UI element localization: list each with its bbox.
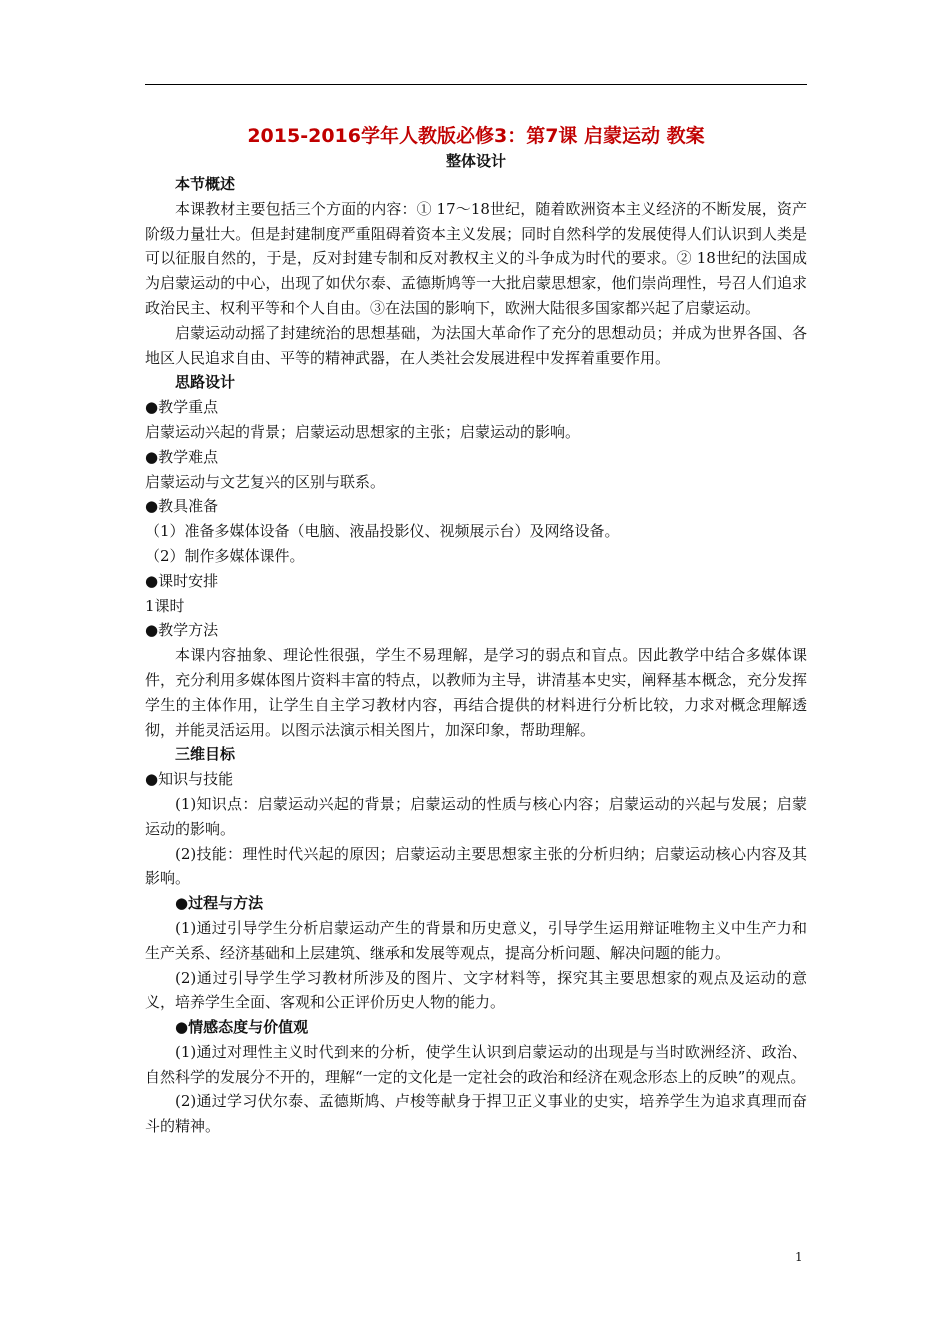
overview-paragraph-1: 本课教材主要包括三个方面的内容：① 17～18世纪，随着欧洲资本主义经济的不断发展，资产阶级力量壮大。但是封建制度严重阻碍着资本主义发展；同时自然科学的发展使得人们认识到人类是可以征服自然的，于是，反对封建专制和反对教权主义的斗争成为时代的要求。② 18世纪的法国成为启蒙运动的中心，出现了如伏尔泰、孟德斯鸠等一大批启蒙思想家，他们崇尚理性，号召人们追求政治民主、权利平等和个人自由。③在法国的影响下，欧洲大陆很多国家都兴起了启蒙运动。: [145, 199, 807, 317]
text-knowledge-2: (2)技能：理性时代兴起的原因；启蒙运动主要思想家主张的分析归纳；启蒙运动核心内容及其影响。: [145, 844, 807, 888]
text-tools-2: （2）制作多媒体课件。: [145, 546, 305, 565]
heading-goals: 三维目标: [175, 745, 236, 764]
text-method: 本课内容抽象、理论性很强，学生不易理解，是学习的弱点和盲点。因此教学中结合多媒体课件，充分利用多媒体图片资料丰富的特点，以教师为主导，讲清基本史实，阐释基本概念，充分发挥学生的主体作用，让学生自主学习教材内容，再结合提供的材料进行分析比较，力求对概念理解透彻，并能灵活运用。以图示法演示相关图片，加深印象，帮助理解。: [145, 646, 807, 739]
label-schedule: ●课时安排: [145, 571, 219, 590]
heading-overview: 本节概述: [175, 175, 236, 193]
document-subtitle: 整体设计: [445, 152, 506, 170]
document-body: [145, 122, 807, 1139]
overview-paragraph-2: 启蒙运动动摇了封建统治的思想基础，为法国大革命作了充分的思想动员；并成为世界各国、各地区人民追求自由、平等的精神武器，在人类社会发展进程中发挥着重要作用。: [145, 323, 807, 367]
text-difficulties: 启蒙运动与文艺复兴的区别与联系。: [145, 472, 386, 491]
text-tools-1: （1）准备多媒体设备（电脑、液晶投影仪、视频展示台）及网络设备。: [145, 522, 620, 541]
label-difficulties: ●教学难点: [145, 447, 219, 466]
document-title: 2015-2016学年人教版必修3：第7课 启蒙运动 教案: [247, 125, 705, 147]
page-number: 1: [795, 1250, 803, 1264]
label-tools: ●教具准备: [145, 497, 219, 516]
text-attitude-2: (2)通过学习伏尔泰、孟德斯鸠、卢梭等献身于捍卫正义事业的史实，培养学生为追求真理而奋斗的精神。: [145, 1092, 807, 1136]
label-attitude: ●情感态度与价值观: [175, 1018, 309, 1037]
text-knowledge-1: (1)知识点：启蒙运动兴起的背景；启蒙运动的性质与核心内容；启蒙运动的兴起与发展；启蒙运动的影响。: [145, 794, 807, 838]
heading-design: 思路设计: [175, 373, 236, 392]
label-method: ●教学方法: [145, 621, 219, 640]
label-key-points: ●教学重点: [145, 398, 219, 417]
text-key-points: 启蒙运动兴起的背景；启蒙运动思想家的主张；启蒙运动的影响。: [145, 422, 581, 441]
header-rule: [145, 84, 807, 85]
text-process-2: (2)通过引导学生学习教材所涉及的图片、文字材料等，探究其主要思想家的观点及运动的意义，培养学生全面、客观和公正评价历史人物的能力。: [145, 968, 807, 1012]
text-process-1: (1)通过引导学生分析启蒙运动产生的背景和历史意义，引导学生运用辩证唯物主义中生产力和生产关系、经济基础和上层建筑、继承和发展等观点，提高分析问题、解决问题的能力。: [145, 918, 807, 962]
text-attitude-1: (1)通过对理性主义时代到来的分析，使学生认识到启蒙运动的出现是与当时欧洲经济、政治、自然科学的发展分不开的，理解“一定的文化是一定社会的政治和经济在观念形态上的反映”的观点。: [145, 1042, 807, 1086]
text-schedule: 1课时: [145, 596, 185, 615]
label-process: ●过程与方法: [175, 894, 264, 913]
label-knowledge: ●知识与技能: [145, 770, 234, 789]
